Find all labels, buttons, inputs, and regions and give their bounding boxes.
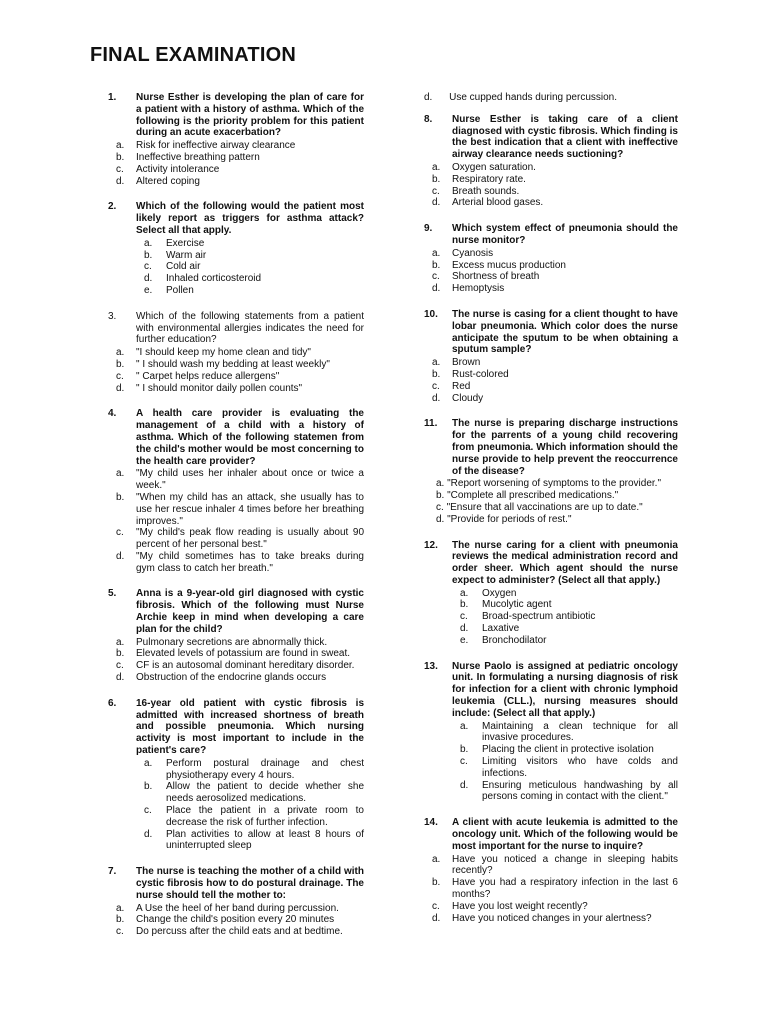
continued-option xyxy=(424,92,678,104)
question-number: 7. xyxy=(108,866,117,878)
option-text: "My child uses her inhaler about once or twice a week." xyxy=(136,468,364,492)
question-text: A health care provider is evaluating the management of a child with a history of asthma. Which of the following statemen from the child's mother would be most concerning to the health care provider? xyxy=(136,408,364,467)
option-text: CF is an autosomal dominant hereditary disorder. xyxy=(136,660,355,672)
question-3 xyxy=(108,311,364,395)
question-text: The nurse is preparing discharge instructions for the parrents of a young child recovering from pneumonia. Which information should the nurse provide to help prevent the reoccurrence of the disease? xyxy=(452,418,678,477)
option-text: Have you lost weight recently? xyxy=(452,900,588,912)
option-text: Risk for ineffective airway clearance xyxy=(136,140,296,152)
option xyxy=(108,164,364,176)
options-list xyxy=(108,140,364,187)
question-text: Nurse Esther is developing the plan of care for a patient with a history of asthma. Which of the following is the priority problem for this patient during an acute exacerbation? xyxy=(136,92,364,139)
option-letter: b. xyxy=(436,490,445,502)
option-text: Red xyxy=(452,380,471,392)
question-text: Anna is a 9-year-old girl diagnosed with cystic fibrosis. Which of the following must Nurse Archie keep in mind when developing a care plan for the child? xyxy=(136,588,364,635)
option xyxy=(424,393,678,405)
option xyxy=(424,174,678,186)
options-list xyxy=(108,238,364,297)
option-letter: d. xyxy=(116,175,125,187)
option-letter: c. xyxy=(116,926,124,938)
option-letter: b. xyxy=(116,914,125,926)
option-letter: a. xyxy=(432,853,441,865)
question-number: 8. xyxy=(424,113,433,125)
option xyxy=(108,285,364,297)
option xyxy=(424,913,678,925)
option-letter: a. xyxy=(116,636,125,648)
option-text: "My child sometimes has to take breaks during gym class to catch her breath." xyxy=(136,550,364,574)
option-text: Ineffective breathing pattern xyxy=(136,151,260,163)
option xyxy=(108,152,364,164)
option xyxy=(108,672,364,684)
option xyxy=(108,926,364,938)
option-text: " I should wash my bedding at least weekly" xyxy=(136,358,330,370)
option-letter: e. xyxy=(144,284,153,296)
option xyxy=(108,648,364,660)
option-letter: b. xyxy=(432,877,441,889)
option-letter: d. xyxy=(432,197,441,209)
option xyxy=(424,588,678,600)
option-letter: e. xyxy=(460,634,469,646)
option xyxy=(424,357,678,369)
question-10 xyxy=(424,309,678,404)
option-letter: c. xyxy=(460,756,468,768)
option-text: " I should monitor daily pollen counts" xyxy=(136,382,303,394)
option-text: Allow the patient to decide whether she needs aerosolized medications. xyxy=(166,781,364,805)
option xyxy=(108,359,364,371)
question-text: 16-year old patient with cystic fibrosis is admitted with increased shortness of breath and possible pneumonia. Which nursing activity is most important to include in the patient's care? xyxy=(136,697,364,757)
option-text: Respiratory rate. xyxy=(452,173,526,185)
question-text: A client with acute leukemia is admitted to the oncology unit. Which of the following would be most important for the nurse to inquire? xyxy=(452,817,678,852)
question-text: Nurse Paolo is assigned at pediatric oncology unit. In formulating a nursing diagnosis of risk for infection for a client with chronic lymphoid leukemia (CLL.), nursing measures should include: (Select all that apply.) xyxy=(452,660,678,719)
option xyxy=(108,250,364,262)
option-letter: b. xyxy=(144,781,153,793)
option-letter: b. xyxy=(432,173,441,185)
option-letter: b. xyxy=(460,599,469,611)
question-8 xyxy=(424,114,678,209)
option xyxy=(424,756,678,780)
option-text: " Carpet helps reduce allergens" xyxy=(136,370,280,382)
option-text: "Complete all prescribed medications." xyxy=(447,490,619,502)
question-number: 9. xyxy=(424,223,433,235)
option-letter: a. xyxy=(116,468,125,480)
option-letter: c. xyxy=(144,261,152,273)
option-text: Shortness of breath xyxy=(452,271,540,283)
option-text: Have you noticed a change in sleeping habits recently? xyxy=(452,853,678,877)
option-letter: a. xyxy=(116,347,125,359)
option-letter: d. xyxy=(424,92,433,103)
left-column xyxy=(108,92,364,952)
option xyxy=(424,381,678,393)
options-list xyxy=(108,903,364,938)
options-list xyxy=(424,854,678,925)
question-number: 2. xyxy=(108,201,117,213)
question-12 xyxy=(424,540,678,647)
option xyxy=(108,758,364,782)
option-text: Cloudy xyxy=(452,392,484,404)
option-text: Place the patient in a private room to decrease the risk of further infection. xyxy=(166,805,364,828)
option xyxy=(424,901,678,913)
option-letter: c. xyxy=(432,380,440,392)
option-text: Ensuring meticulous handwashing by all persons coming in contact with the client." xyxy=(482,779,678,803)
option-letter: d. xyxy=(436,513,445,525)
option-letter: c. xyxy=(432,271,440,283)
option xyxy=(108,660,364,672)
question-text: Which of the following would the patient most likely report as triggers for asthma attack? Select all that apply. xyxy=(136,201,364,236)
options-list xyxy=(424,478,678,525)
option xyxy=(424,877,678,901)
option-letter: a. xyxy=(432,247,441,259)
option-letter: a. xyxy=(432,161,441,173)
question-number: 11. xyxy=(424,418,438,430)
option-letter: d. xyxy=(144,828,153,840)
option-text: "Provide for periods of rest." xyxy=(447,513,572,525)
option-text: Maintaining a clean technique for all invasive procedures. xyxy=(482,720,678,744)
question-number: 6. xyxy=(108,697,117,709)
option xyxy=(424,162,678,174)
option-letter: d. xyxy=(432,283,441,295)
option-text: Activity intolerance xyxy=(136,163,220,175)
option xyxy=(108,383,364,395)
option xyxy=(424,283,678,295)
option xyxy=(424,197,678,209)
option xyxy=(108,829,364,853)
option-letter: c. xyxy=(144,805,152,817)
right-column xyxy=(424,92,678,938)
options-list xyxy=(424,588,678,647)
option xyxy=(108,637,364,649)
options-list xyxy=(424,357,678,404)
options-list xyxy=(108,347,364,394)
option xyxy=(424,478,678,490)
option-letter: b. xyxy=(460,744,469,756)
option xyxy=(108,492,364,527)
question-13 xyxy=(424,661,678,804)
option-text: Pulmonary secretions are abnormally thick. xyxy=(136,636,328,648)
option-text: "Report worsening of symptoms to the provider." xyxy=(447,478,661,490)
option-letter: c. xyxy=(432,185,440,197)
option-text: "Ensure that all vaccinations are up to date." xyxy=(446,501,643,513)
option-text: Limiting visitors who have colds and infections. xyxy=(482,756,678,779)
option xyxy=(424,502,678,514)
question-14 xyxy=(424,817,678,924)
option-text: Perform postural drainage and chest physiotherapy every 4 hours. xyxy=(166,757,364,781)
question-number: 12. xyxy=(424,539,438,551)
option-text: Warm air xyxy=(166,249,207,261)
question-number: 5. xyxy=(108,588,117,600)
question-text: Nurse Esther is taking care of a client diagnosed with cystic fibrosis. Which finding is the best indication that a client with ineffective airway clearance needs suctioning? xyxy=(452,113,678,161)
option-text: Placing the client in protective isolation xyxy=(482,744,654,756)
option-text: Have you noticed changes in your alertness? xyxy=(452,912,652,924)
question-5 xyxy=(108,588,364,683)
question-text: Which system effect of pneumonia should the nurse monitor? xyxy=(452,223,678,246)
option-letter: c. xyxy=(116,163,124,175)
option-text: Obstruction of the endocrine glands occurs xyxy=(136,672,327,684)
option xyxy=(108,781,364,805)
option-text: Hemoptysis xyxy=(452,283,505,295)
question-7 xyxy=(108,866,364,938)
option-text: Do percuss after the child eats and at bedtime. xyxy=(136,926,343,938)
option-text: Have you had a respiratory infection in the last 6 months? xyxy=(452,877,678,901)
option-letter: a. xyxy=(116,140,125,152)
option-text: Bronchodilator xyxy=(482,634,547,646)
option xyxy=(424,623,678,635)
question-1 xyxy=(108,92,364,187)
option xyxy=(424,248,678,260)
option xyxy=(108,140,364,152)
option-text: "I should keep my home clean and tidy" xyxy=(136,347,311,359)
option xyxy=(108,176,364,188)
option xyxy=(108,261,364,273)
question-text: The nurse is casing for a client thought to have lobar pneumonia. Which color does the nurse anticipate the sputum to be when obtaining a sputum sample? xyxy=(452,308,678,356)
option-text: Pollen xyxy=(166,284,194,296)
option-text: Change the child's position every 20 minutes xyxy=(136,914,335,926)
option xyxy=(424,514,678,526)
question-2 xyxy=(108,201,364,296)
option-letter: b. xyxy=(144,249,153,261)
question-number: 4. xyxy=(108,408,117,420)
option-letter: b. xyxy=(432,368,441,380)
option xyxy=(108,805,364,829)
option-text: Breath sounds. xyxy=(452,185,520,197)
option-text: Laxative xyxy=(482,623,520,635)
option-text: Oxygen saturation. xyxy=(452,161,536,173)
option xyxy=(424,369,678,381)
option xyxy=(424,186,678,198)
option-letter: b. xyxy=(116,648,125,660)
option xyxy=(108,527,364,551)
option-text: Inhaled corticosteroid xyxy=(166,273,262,285)
option-letter: a. xyxy=(436,478,445,490)
question-number: 14. xyxy=(424,817,438,829)
option-letter: d. xyxy=(144,273,153,285)
question-text: The nurse is teaching the mother of a child with cystic fibrosis how to do postural drainage. The nurse should tell the mother to: xyxy=(136,866,364,901)
option xyxy=(424,721,678,745)
option-letter: c. xyxy=(116,370,124,382)
option xyxy=(424,490,678,502)
question-number: 3. xyxy=(108,310,117,322)
option-text: Exercise xyxy=(166,237,205,249)
option-letter: c. xyxy=(116,660,124,672)
question-text: Which of the following statements from a patient with environmental allergies indicates the need for further education? xyxy=(136,310,364,346)
option-text: Mucolytic agent xyxy=(482,599,552,611)
option-text: Elevated levels of potassium are found in sweat. xyxy=(136,648,351,660)
option-letter: a. xyxy=(460,720,469,732)
question-9 xyxy=(424,223,678,295)
option-text: Cold air xyxy=(166,261,201,273)
question-text: The nurse caring for a client with pneumonia reviews the medical administration record and order sheer. Which agent should the nurse expect to administer? (Select all that apply.) xyxy=(452,539,678,586)
option-text: "When my child has an attack, she usually has to use her rescue inhaler 4 times before her breathing improves." xyxy=(136,491,364,527)
option xyxy=(424,611,678,623)
option-letter: d. xyxy=(116,672,125,684)
option xyxy=(424,854,678,878)
option xyxy=(108,551,364,575)
option xyxy=(424,635,678,647)
option-letter: a. xyxy=(460,587,469,599)
option-letter: a. xyxy=(144,237,153,249)
question-number: 13. xyxy=(424,660,438,672)
option xyxy=(424,271,678,283)
option-letter: d. xyxy=(432,912,441,924)
option-letter: b. xyxy=(116,151,125,163)
options-list xyxy=(424,248,678,295)
option-text: A Use the heel of her band during percussion. xyxy=(136,902,339,914)
option-text: Oxygen xyxy=(482,587,517,599)
exam-title: FINAL EXAMINATION xyxy=(90,44,296,66)
option-text: Cyanosis xyxy=(452,247,494,259)
option xyxy=(108,371,364,383)
option-letter: b. xyxy=(432,259,441,271)
option-text: "My child's peak flow reading is usually about 90 percent of her personal best." xyxy=(136,527,364,551)
question-6 xyxy=(108,698,364,852)
options-list xyxy=(424,721,678,804)
option-letter: d. xyxy=(116,382,125,394)
option-text: Use cupped hands during percussion. xyxy=(449,92,618,103)
question-11 xyxy=(424,418,678,525)
option xyxy=(424,599,678,611)
option-letter: c. xyxy=(460,611,468,623)
option-letter: d. xyxy=(432,392,441,404)
option-letter: a. xyxy=(116,902,125,914)
option xyxy=(108,273,364,285)
question-number: 10. xyxy=(424,308,438,320)
option-letter: c. xyxy=(432,900,440,912)
question-number: 1. xyxy=(108,92,117,103)
option-text: Arterial blood gases. xyxy=(452,197,544,209)
option xyxy=(108,347,364,359)
option-text: Plan activities to allow at least 8 hours of uninterrupted sleep xyxy=(166,828,364,852)
option-text: Excess mucus production xyxy=(452,259,566,271)
option-letter: b. xyxy=(116,491,125,503)
option-letter: b. xyxy=(116,358,125,370)
option-letter: c. xyxy=(116,527,124,539)
option-letter: d. xyxy=(460,623,469,635)
option xyxy=(424,260,678,272)
option-text: Broad-spectrum antibiotic xyxy=(482,611,596,623)
option-text: Altered coping xyxy=(136,175,200,187)
option xyxy=(424,744,678,756)
options-list xyxy=(108,468,364,574)
options-list xyxy=(424,162,678,209)
option xyxy=(108,238,364,250)
option-text: Rust-colored xyxy=(452,368,509,380)
option-letter: a. xyxy=(144,757,153,769)
question-4 xyxy=(108,408,364,574)
option-letter: d. xyxy=(116,550,125,562)
option xyxy=(108,903,364,915)
options-list xyxy=(108,637,364,684)
option xyxy=(108,468,364,492)
option xyxy=(108,914,364,926)
option-text: Brown xyxy=(452,357,481,369)
options-list xyxy=(108,758,364,852)
option-letter: a. xyxy=(432,357,441,369)
option xyxy=(424,780,678,804)
option-letter: c. xyxy=(436,501,444,513)
option-letter: d. xyxy=(460,779,469,791)
